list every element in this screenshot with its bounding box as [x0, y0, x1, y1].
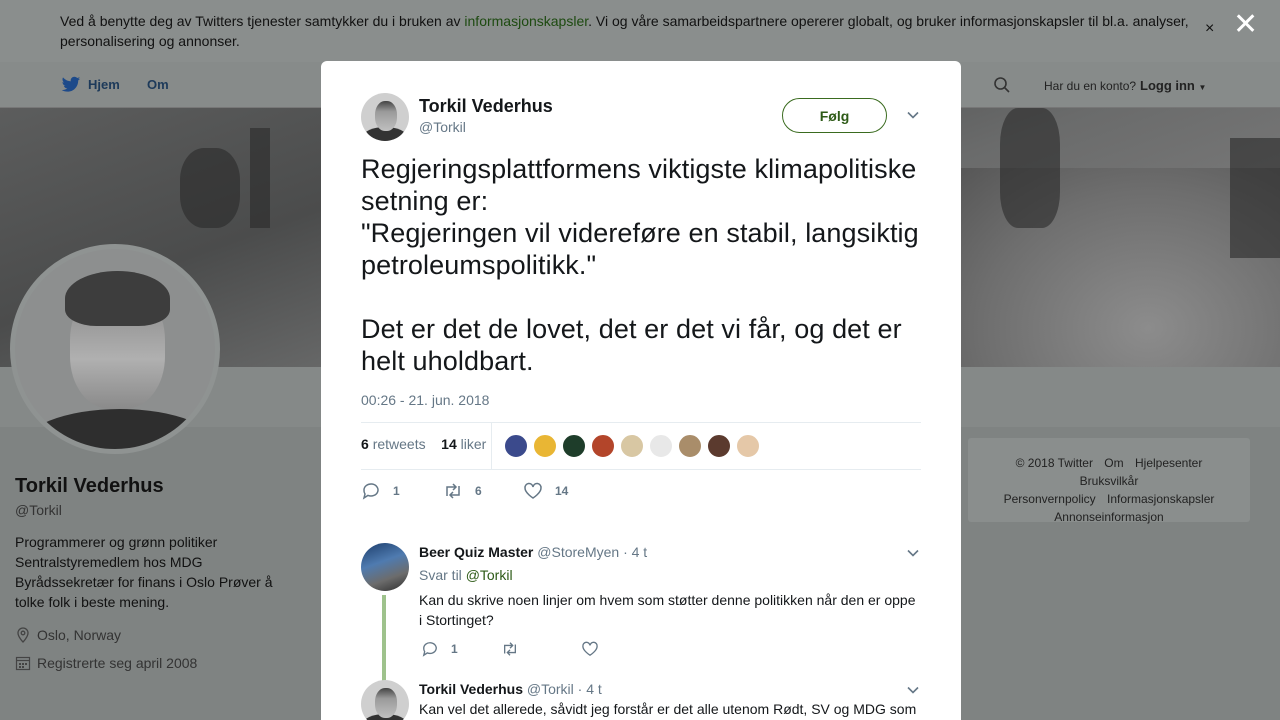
profile-bio: Programmerer og grønn politiker Sentralstyremedlem hos MDG Byrådssekretær for finans i Oslo Prøver å tolke folk i beste mening.	[15, 534, 273, 610]
like-button[interactable]: 14	[523, 482, 568, 500]
reply-header	[419, 544, 647, 560]
footer-help-link[interactable]: Hjelpesenter	[1134, 456, 1203, 470]
nav-about[interactable]: Om	[147, 77, 169, 92]
reply-author-handle[interactable]: @StoreMyen	[537, 544, 620, 560]
search-icon[interactable]	[993, 76, 1011, 94]
liker-avatar[interactable]	[736, 434, 760, 458]
retweet-button[interactable]	[501, 641, 531, 657]
divider	[361, 422, 921, 423]
reply-icon	[361, 482, 381, 500]
author-name[interactable]: Torkil Vederhus	[419, 96, 553, 116]
footer-ads-link[interactable]: Annonseinformasjon	[1054, 510, 1164, 524]
tweet-timestamp[interactable]: 00:26 - 21. jun. 2018	[361, 392, 490, 408]
follow-button[interactable]: Følg	[782, 98, 887, 133]
liker-avatar[interactable]	[562, 434, 586, 458]
tweet-modal	[321, 61, 961, 720]
liker-avatar[interactable]	[678, 434, 702, 458]
cookie-link[interactable]: informasjonskapsler	[464, 13, 589, 29]
location-pin-icon	[15, 627, 31, 643]
reply-icon	[421, 641, 439, 657]
profile-name: Torkil Vederhus	[15, 475, 164, 497]
cookie-banner	[0, 0, 1280, 62]
reply-author-name[interactable]: Beer Quiz Master	[419, 544, 534, 560]
retweet-icon	[443, 482, 463, 500]
reply-avatar[interactable]	[361, 543, 409, 591]
liker-avatar[interactable]	[591, 434, 615, 458]
reply-author-handle[interactable]: @Torkil	[526, 681, 574, 697]
footer-privacy-link[interactable]: Personvernpolicy	[1003, 492, 1096, 506]
chevron-down-icon[interactable]	[906, 546, 920, 560]
heart-icon	[523, 482, 543, 500]
reply-header	[419, 681, 602, 697]
calendar-icon	[15, 655, 31, 671]
footer-cookies-link[interactable]: Informasjonskapsler	[1107, 492, 1215, 506]
modal-close-icon[interactable]: ✕	[1233, 8, 1259, 41]
heart-icon	[581, 641, 599, 657]
author-handle[interactable]: @Torkil	[419, 119, 466, 135]
reply-button[interactable]: 1	[421, 641, 458, 657]
like-button[interactable]	[581, 641, 611, 657]
author-avatar[interactable]	[361, 93, 409, 141]
liker-avatar[interactable]	[707, 434, 731, 458]
reply-time[interactable]: · 4 t	[623, 544, 648, 560]
account-question: Har du en konto?	[1044, 79, 1137, 93]
profile-location: Oslo, Norway	[15, 627, 121, 643]
cookie-text: Ved å benytte deg av Twitters tjenester samtykker du i bruken av informasjonskapsler. Vi og våre samarbeidspartnere opererer globalt, og bruker informasjonskapsler til bl.a. analyser, personalisering og annonser.	[60, 13, 1189, 49]
reply-text: Kan du skrive noen linjer om hvem som støtter denne politikken når den er oppe i Stortinget?	[419, 592, 916, 628]
nav-home[interactable]: Hjem	[88, 77, 120, 92]
reply-text: Kan vel det allerede, såvidt jeg forstår er det alle utenom Rødt, SV og MDG som	[419, 701, 917, 717]
reply-author-name[interactable]: Torkil Vederhus	[419, 681, 523, 697]
liker-avatar[interactable]	[620, 434, 644, 458]
reply-avatar[interactable]	[361, 680, 409, 720]
footer-terms-link[interactable]: Bruksvilkår	[1079, 474, 1139, 488]
like-stat[interactable]: 14 liker	[441, 436, 487, 452]
twitter-bird-icon[interactable]	[61, 76, 81, 94]
divider	[491, 423, 492, 469]
divider	[361, 469, 921, 470]
chevron-down-icon[interactable]	[906, 108, 920, 122]
reply-to-link[interactable]: @Torkil	[465, 567, 513, 583]
tweet-stats	[361, 436, 486, 452]
reply-time[interactable]: · 4 t	[577, 681, 602, 697]
footer-about-link[interactable]: Om	[1104, 456, 1124, 470]
chevron-down-icon: ▼	[1198, 83, 1207, 92]
footer-links	[968, 438, 1250, 522]
reply-to: Svar til @Torkil	[419, 567, 513, 583]
tweet-text: Regjeringsplattformens viktigste klimapolitiske setning er: "Regjeringen vil videreføre en stabil, langsiktig petroleumspolitikk." Det er det de lovet, det er det vi får, og det er helt uholdbart.	[361, 154, 919, 376]
profile-joined: Registrerte seg april 2008	[15, 655, 197, 671]
retweet-button[interactable]: 6	[443, 482, 482, 500]
footer-copyright: © 2018 Twitter	[1015, 456, 1093, 470]
profile-avatar[interactable]	[10, 244, 220, 454]
liker-avatar[interactable]	[504, 434, 528, 458]
retweet-stat[interactable]: 6 retweets	[361, 436, 426, 452]
login-link[interactable]: Logg inn ▼	[1140, 78, 1207, 93]
profile-handle: @Torkil	[15, 502, 62, 518]
liker-avatar[interactable]	[533, 434, 557, 458]
liker-avatar[interactable]	[649, 434, 673, 458]
reply-button[interactable]: 1	[361, 482, 400, 500]
cookie-close-icon[interactable]: ×	[1205, 20, 1215, 37]
retweet-icon	[501, 641, 519, 657]
chevron-down-icon[interactable]	[906, 683, 920, 697]
